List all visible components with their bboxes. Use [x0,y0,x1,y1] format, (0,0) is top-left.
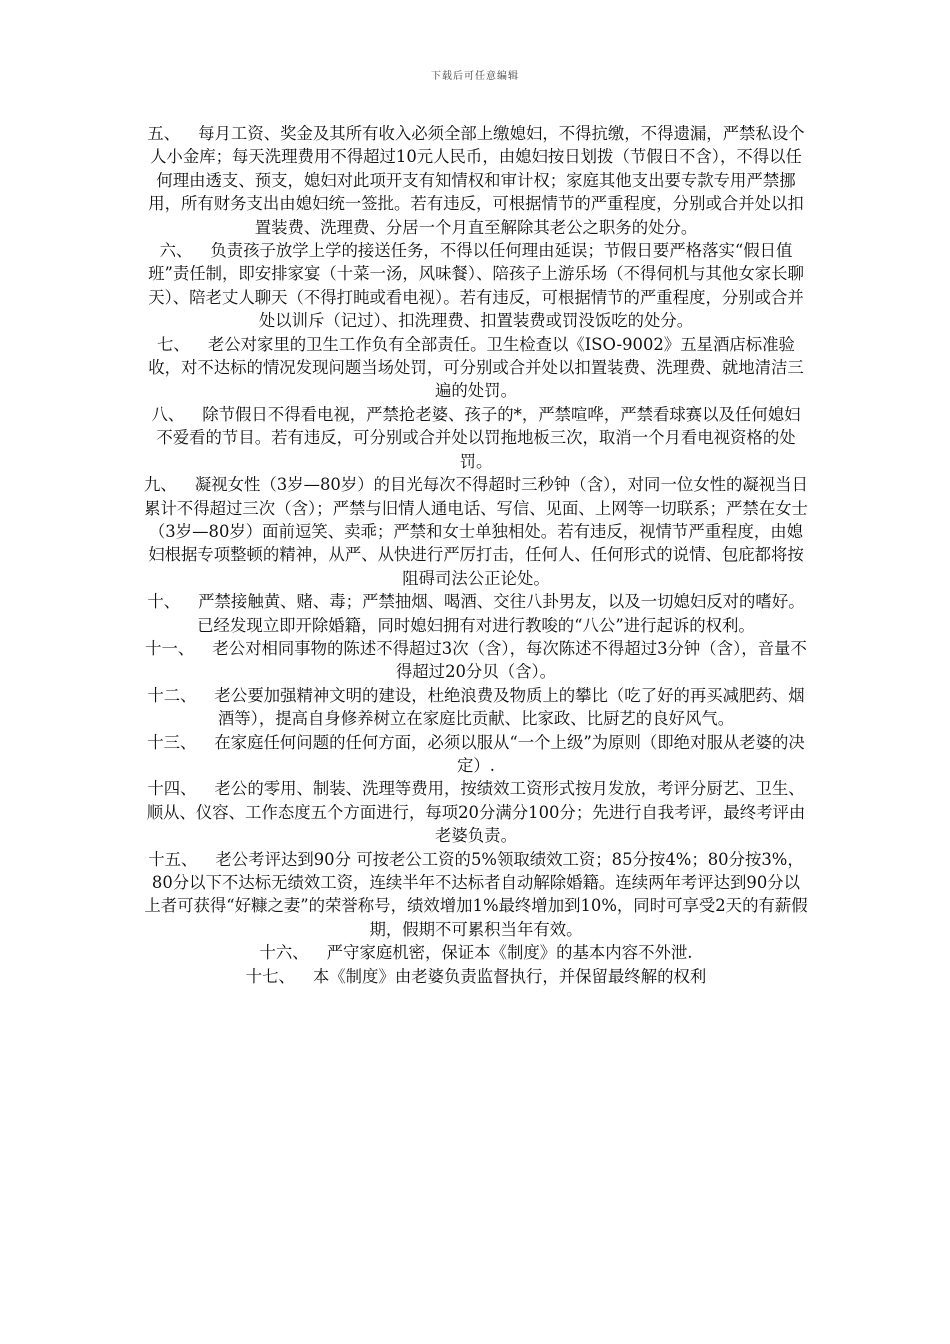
clause-number: 十四、 [147,779,197,799]
clause-number: 十三、 [147,732,197,752]
clause-number: 十二、 [147,685,197,705]
clause-15 [144,848,808,942]
clause-text: 凝视女性（3岁—80岁）的目光每次不得超时三秒钟（含），对同一位女性的凝视当日累计不得超过三次（含）；严禁与旧情人通电话、写信、见面、上网等一切联系；严禁在女士（3岁—80岁）面前逗笑、卖乖；严禁和女士单独相处。若有违反，视情节严重程度，由媳妇根据专项整顿的精神，从严、从快进行严厉打击，任何人、任何形式的说情、包庇都将按阻碍司法公正论处。 [144,475,808,588]
clause-number: 六、 [159,241,193,261]
clause-13 [144,731,808,778]
clause-10 [144,590,808,637]
clause-text: 老公的零用、制装、洗理等费用，按绩效工资形式按月发放，考评分厨艺、卫生、顺从、仪容、工作态度五个方面进行，每项20分满分100分；先进行自我考评，最终考评由老婆负责。 [146,779,806,846]
clause-number: 十一、 [145,638,195,658]
clause-16 [144,941,808,964]
clause-number: 五、 [147,124,181,143]
clause-number: 十六、 [259,943,309,963]
clause-5 [144,122,808,239]
clause-number: 九、 [144,475,177,495]
clause-8 [144,403,808,473]
clause-text: 老公对相同事物的陈述不得超过3次（含），每次陈述不得超过3分钟（含），音量不得超过20分贝（含）。 [212,638,807,682]
clause-12 [144,684,808,731]
clause-text: 老公要加强精神文明的建设，杜绝浪费及物质上的攀比（吃了好的再买减肥药、烟酒等），提高自身修养树立在家庭比贡献、比家政、比厨艺的良好风气。 [214,685,805,729]
clause-text: 严禁接触黄、赌、毒；严禁抽烟、喝酒、交往八卦男友，以及一切媳妇反对的嗜好。已经发现立即开除婚籍，同时媳妇拥有对进行教唆的“八公”进行起诉的权利。 [197,592,805,635]
clause-number: 十五、 [148,849,198,869]
clause-7 [144,333,808,403]
page-header: 下载后可任意编辑 [431,71,519,82]
clause-text: 老公对家里的卫生工作负有全部责任。卫生检查以《ISO-9002》五星酒店标准验收，对不达标的情况发现问题当场处罚，可分别或合并处以扣置装费、洗理费、就地清洁三遍的处罚。 [148,334,804,401]
clause-text: 老公考评达到90分 可按老公工资的5%领取绩效工资；85分按4%；80分按3%，80分以下不达标无绩效工资，连续半年不达标者自动解除婚籍。连续两年考评达到90分以上者可获得“好糠之妻”的荣誉称号，绩效增加1%最终增加到10%，同时可享受2天的有薪假期，假期不可累积当年有效。 [144,849,808,939]
clause-14 [144,777,808,847]
clause-17 [144,965,808,988]
clause-text: 负责孩子放学上学的接送任务，不得以任何理由延误；节假日要严格落实“假日值班”责任制，即安排家宴（十菜一汤，风味餐）、陪孩子上游乐场（不得伺机与其他女家长聊天）、陪老丈人聊天（不得打盹或看电视）。若有违反，可根据情节的严重程度，分别或合并处以训斥（记过）、扣洗理费、扣置装费或罚没饭吃的处分。 [148,241,804,331]
clause-number: 十七、 [245,966,295,986]
clause-text: 除节假日不得看电视，严禁抢老婆、孩子的*，严禁喧哗，严禁看球赛以及任何媳妇不爱看的节目。若有违反，可分别或合并处以罚拖地板三次，取消一个月看电视资格的处罚。 [156,404,801,471]
clause-11 [144,637,808,684]
clause-number: 七、 [157,334,190,354]
document-body [144,122,808,988]
clause-text: 每月工资、奖金及其所有收入必须全部上缴媳妇，不得抗缴，不得遗漏，严禁私设个人小金库；每天洗理费用不得超过10元人民币，由媳妇按日划拨（节假日不含），不得以任何理由透支、预支，媳妇对此项开支有知情权和审计权；家庭其他支出要专款专用严禁挪用，所有财务支出由媳妇统一签批。若有违反，可根据情节的严重程度，分别或合并处以扣置装费、洗理费、分居一个月直至解除其老公之职务的处分。 [148,124,805,237]
clause-text: 本《制度》由老婆负责监督执行，并保留最终解的权利 [312,966,707,986]
clause-9 [144,473,808,590]
clause-number: 十、 [147,592,181,612]
clause-6 [144,239,808,333]
clause-text: 在家庭任何问题的任何方面，必须以服从“一个上级”为原则（即绝对服从老婆的决定）. [214,732,805,775]
clause-text: 严守家庭机密，保证本《制度》的基本内容不外泄. [326,943,693,963]
clause-number: 八、 [151,404,185,424]
